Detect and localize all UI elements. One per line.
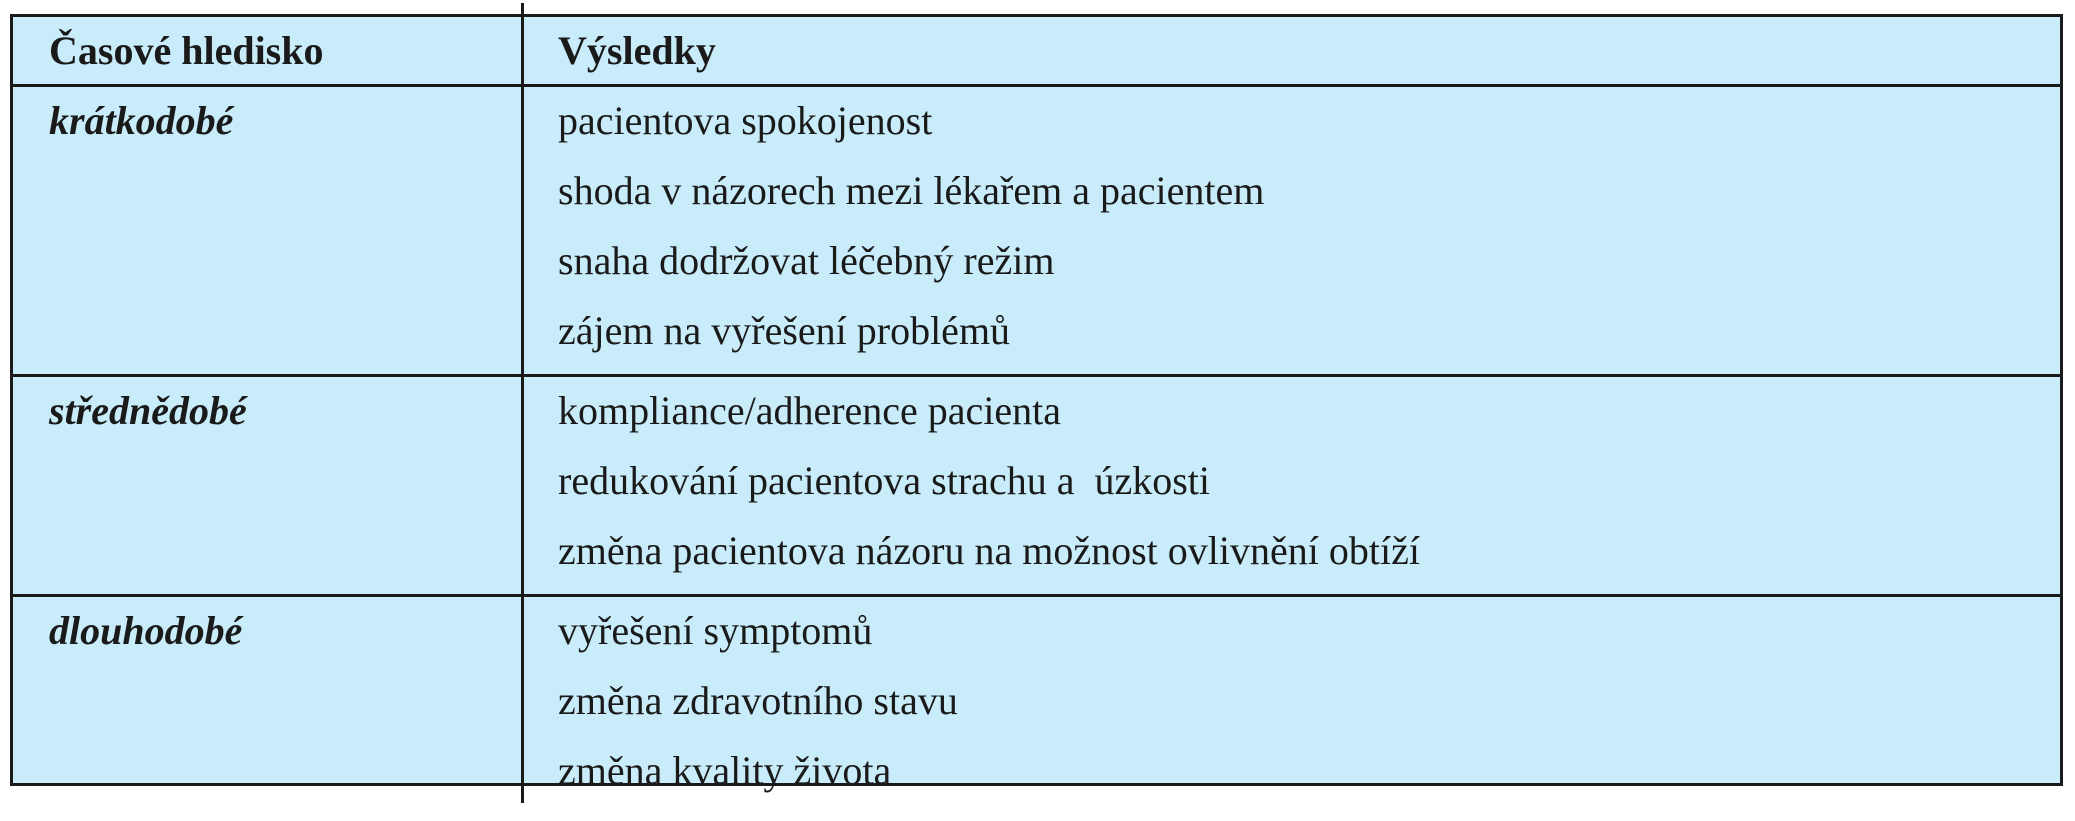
result-list [558, 608, 958, 821]
result-item: shoda v názorech mezi lékařem a pacientem [558, 168, 1265, 213]
category-label: krátkodobé [49, 98, 234, 143]
table-header-row [13, 17, 2060, 87]
result-list [558, 388, 1420, 601]
table-row-long-term [13, 597, 2060, 793]
table-row-medium-term [13, 377, 2060, 597]
header-results: Výsledky [558, 28, 716, 73]
result-item: změna pacientova názoru na možnost ovlivnění obtíží [558, 528, 1420, 573]
category-label: dlouhodobé [49, 608, 243, 653]
result-item: redukování pacientova strachu a úzkosti [558, 458, 1210, 503]
result-item: pacientova spokojenost [558, 98, 933, 143]
result-list [558, 98, 1265, 381]
result-item: snaha dodržovat léčebný režim [558, 238, 1055, 283]
result-item: vyřešení symptomů [558, 608, 873, 653]
table-row-short-term [13, 87, 2060, 377]
result-item: změna zdravotního stavu [558, 678, 958, 723]
result-item: změna kvality života [558, 748, 892, 793]
outcomes-table [10, 14, 2063, 793]
result-item: zájem na vyřešení problémů [558, 308, 1011, 353]
category-label: střednědobé [49, 388, 247, 433]
result-item: kompliance/adherence pacienta [558, 388, 1062, 433]
header-time-perspective: Časové hledisko [49, 28, 324, 73]
